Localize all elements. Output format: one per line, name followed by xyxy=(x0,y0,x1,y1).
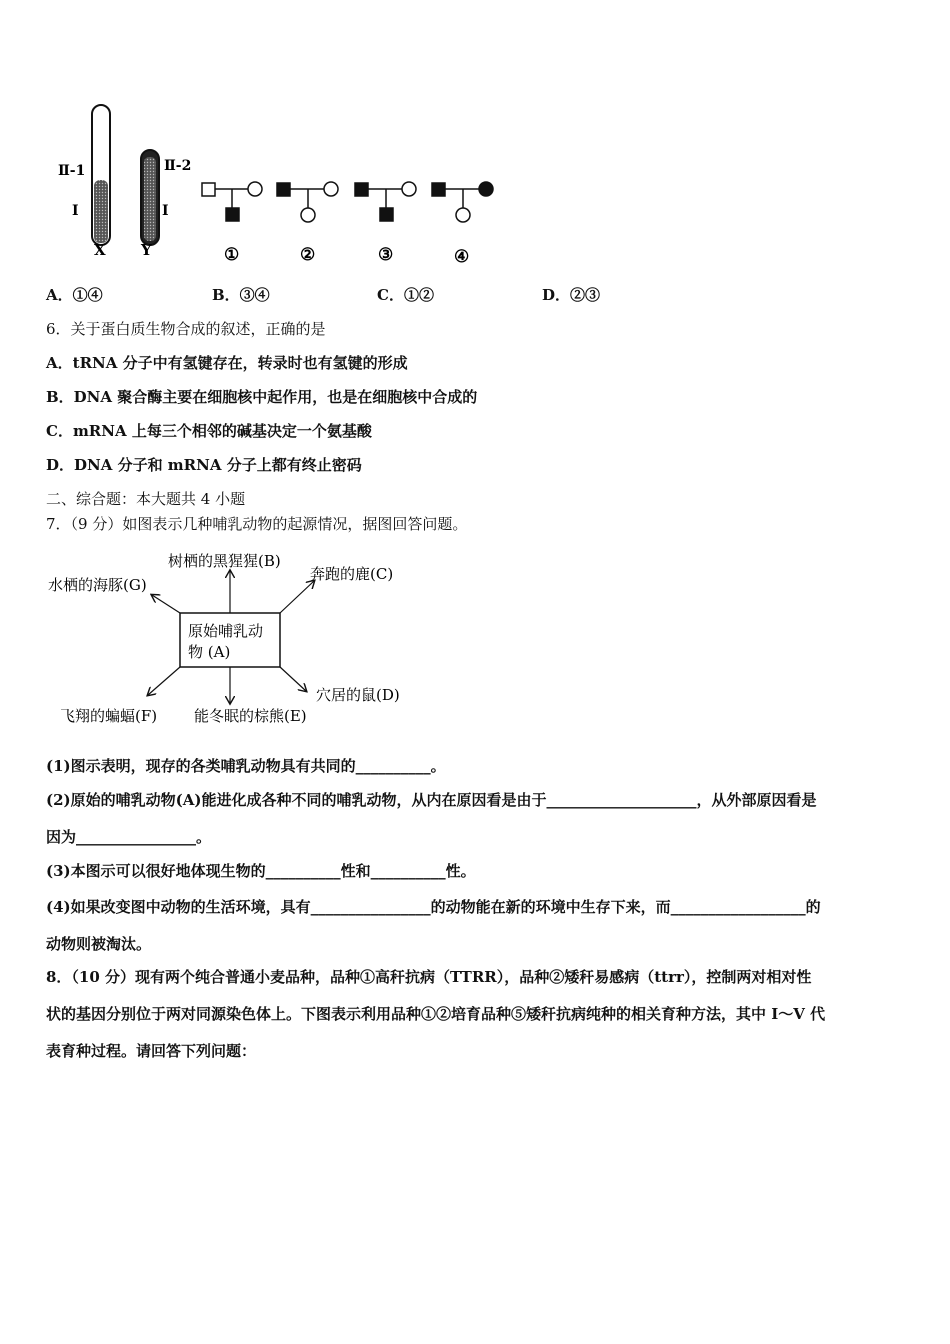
q5-option-b: B．③④ xyxy=(212,286,270,304)
q7-sub2b: 因为________________。 xyxy=(46,828,212,846)
q6-option-d: D．DNA 分子和 mRNA 分子上都有终止密码 xyxy=(46,456,362,474)
label-d: 穴居的鼠(D) xyxy=(316,686,400,704)
section-2-heading: 二、综合题：本大题共 4 小题 xyxy=(46,490,246,508)
q8-line3: 表育种过程。请回答下列问题： xyxy=(46,1042,257,1060)
q6-stem: 6．关于蛋白质生物合成的叙述，正确的是 xyxy=(46,320,326,338)
label-g: 水栖的海豚(G) xyxy=(48,576,147,594)
mammal-origin-diagram xyxy=(44,545,424,735)
pedigree-label-4: ④ xyxy=(454,247,470,267)
center-label-line1: 原始哺乳动 xyxy=(188,622,264,640)
center-label-line2: 物 (A) xyxy=(188,643,231,661)
q5-option-c: C．①② xyxy=(377,286,434,304)
pedigree-3 xyxy=(355,182,416,221)
label-e: 能冬眠的棕熊(E) xyxy=(194,707,307,725)
pedigree-1 xyxy=(202,182,262,221)
arrow-to-g xyxy=(152,595,180,613)
pedigree-label-2: ② xyxy=(300,245,316,265)
x-chromosome xyxy=(92,105,110,245)
q5-option-a: A．①④ xyxy=(46,286,103,304)
label-y: Y xyxy=(141,241,152,259)
y-chromosome xyxy=(141,150,159,245)
q7-sub4b: 动物则被淘汰。 xyxy=(46,935,152,953)
label-c: 奔跑的鹿(C) xyxy=(310,565,394,583)
arrow-to-c xyxy=(280,581,314,613)
chromosome-pedigree-figure xyxy=(44,95,504,270)
q7-stem: 7．（9 分）如图表示几种哺乳动物的起源情况，据图回答问题。 xyxy=(46,515,468,533)
q6-option-c: C．mRNA 上每三个相邻的碱基决定一个氨基酸 xyxy=(46,422,372,440)
q6-option-b: B．DNA 聚合酶主要在细胞核中起作用，也是在细胞核中合成的 xyxy=(46,388,478,406)
pedigree-label-3: ③ xyxy=(378,245,394,265)
pedigree-4 xyxy=(432,182,493,222)
label-ii2: Ⅱ-2 xyxy=(164,158,192,174)
q7-sub2a: (2)原始的哺乳动物(A)能进化成各种不同的哺乳动物，从内在原因看是由于____________________，从外部原因看是 xyxy=(46,791,817,809)
arrow-to-d xyxy=(280,667,306,691)
q7-sub1: (1)图示表明，现存的各类哺乳动物具有共同的__________。 xyxy=(46,757,446,775)
label-ii1: Ⅱ-1 xyxy=(58,163,86,179)
label-i-left: Ⅰ xyxy=(72,203,79,219)
q8-line2: 状的基因分别位于两对同源染色体上。下图表示利用品种①②培育品种⑤矮秆抗病纯种的相关育种方法，其中 I～V 代 xyxy=(46,1005,826,1023)
pedigree-2 xyxy=(277,182,338,222)
label-x: X xyxy=(94,241,106,259)
pedigree-label-1: ① xyxy=(224,245,240,265)
q7-sub4a: (4)如果改变图中动物的生活环境，具有________________的动物能在新的环境中生存下来，而__________________的 xyxy=(46,898,821,916)
arrow-to-f xyxy=(148,667,180,695)
label-f: 飞翔的蝙蝠(F) xyxy=(60,707,158,725)
q6-option-a: A．tRNA 分子中有氢键存在，转录时也有氢键的形成 xyxy=(46,354,408,372)
q5-option-d: D．②③ xyxy=(542,286,601,304)
q8-line1: 8．（10 分）现有两个纯合普通小麦品种，品种①高秆抗病（TTRR），品种②矮秆易感病（ttrr），控制两对相对性 xyxy=(46,968,812,986)
label-i-right: Ⅰ xyxy=(162,203,169,219)
label-b: 树栖的黑猩猩(B) xyxy=(168,552,281,570)
q7-sub3: (3)本图示可以很好地体现生物的__________性和__________性。 xyxy=(46,862,476,880)
